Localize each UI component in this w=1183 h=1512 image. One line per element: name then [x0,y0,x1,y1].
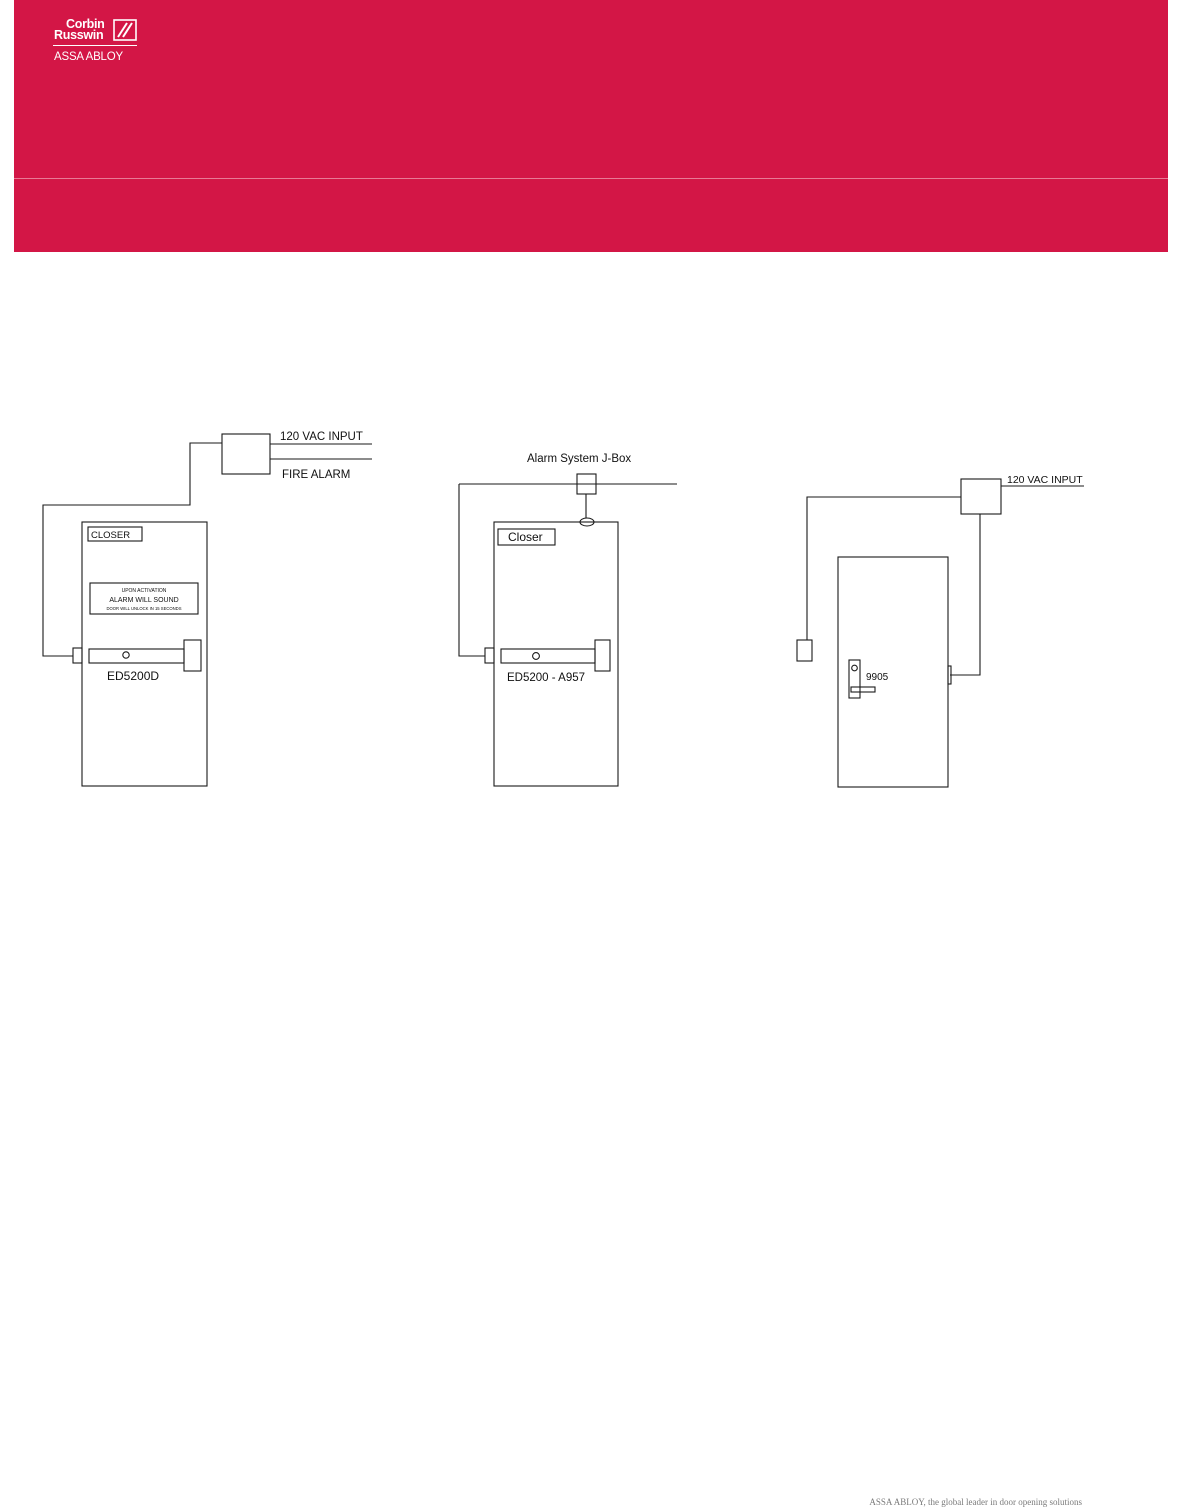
d1-alarm-label: FIRE ALARM [282,469,351,481]
d2-closer-label: Closer [508,530,543,544]
subheader-band [14,179,1168,252]
d3-power-box [961,479,1001,514]
d2-exit-bar [501,649,595,663]
diagram-1-exit-device [43,434,372,786]
d2-jbox-label: Alarm System J-Box [527,453,632,465]
d3-power-label: 120 VAC INPUT [1007,474,1083,486]
d3-lock-cylinder [852,665,858,671]
logo-assa-abloy: ASSA ABLOY [54,51,123,63]
d1-closer-label: CLOSER [91,530,131,541]
d3-strike [948,666,951,684]
d3-switch-wire [807,497,961,640]
d1-power-box [222,434,270,474]
d3-door [838,557,948,787]
d1-device-label: ED5200D [107,669,160,683]
header-band [14,0,1168,178]
d2-door [494,522,618,786]
corbin-russwin-logo[interactable] [50,14,150,66]
d3-lock-wire [950,514,980,675]
logo-line-corbin: Corbin [66,17,105,31]
d3-lever-handle [851,687,875,692]
d1-exit-end-cap [184,640,201,671]
d1-power-label: 120 VAC INPUT [280,431,363,443]
d1-wire [43,443,222,656]
d1-exit-bar [89,649,184,663]
logo-divider [53,45,137,46]
d3-switch-box [797,640,812,661]
d2-device-label: ED5200 - A957 [507,672,586,684]
logo-mark-icon [113,19,137,41]
diagram-3-electrified-lock [797,479,1084,787]
diagram-2-exit-device-alarm [459,474,677,786]
d2-cylinder [533,653,540,660]
logo-line-russwin: Russwin [54,28,104,42]
wiring-diagrams [0,400,1183,800]
d1-sign-line3: DOOR WILL UNLOCK IN 15 SECONDS [106,606,182,611]
d2-wire [459,484,485,656]
d2-exit-end-cap [595,640,610,671]
d3-lock-label: 9905 [866,672,889,683]
d2-connector [485,648,494,663]
d1-sign-line1: UPON ACTIVATION [121,588,167,594]
d1-sign-line2: ALARM WILL SOUND [109,597,179,604]
footer-tagline: ASSA ABLOY, the global leader in door opening solutions [869,1497,1082,1507]
d1-cylinder [123,652,129,658]
d1-door [82,522,207,786]
d1-connector [73,648,82,663]
